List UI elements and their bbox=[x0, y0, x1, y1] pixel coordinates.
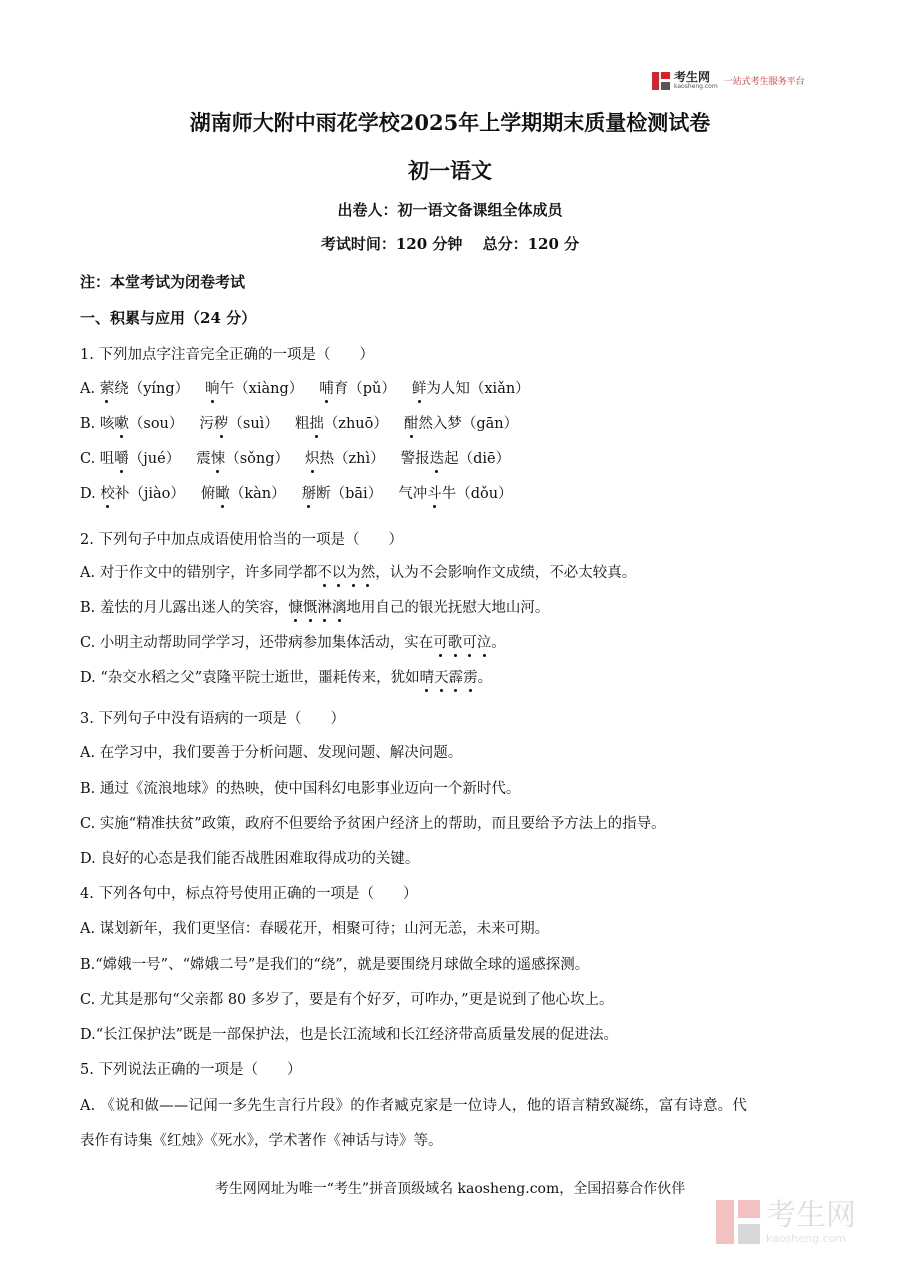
q1-option-d bbox=[80, 482, 513, 503]
pinyin-item bbox=[100, 416, 184, 432]
dotted-idiom-char: 慨 bbox=[303, 596, 318, 617]
item-post: （sou） bbox=[128, 416, 184, 432]
page-footer: 考生网网址为唯一“考生”拼音顶级域名 kaosheng.com，全国招募合作伙伴 bbox=[214, 1181, 686, 1197]
item-post: （zhuō） bbox=[323, 416, 388, 432]
pinyin-item bbox=[401, 451, 511, 467]
q4-option-a: A. 谋划新年，我们更坚信：春暖花开，相聚可待；山河无恙，未来可期。 bbox=[80, 921, 550, 937]
dotted-char: 校 bbox=[100, 482, 115, 503]
dotted-char: 炽 bbox=[305, 447, 320, 468]
dotted-idiom-char: 以 bbox=[332, 561, 347, 582]
dotted-char: 迭 bbox=[430, 447, 445, 468]
pinyin-item bbox=[305, 451, 385, 467]
q4-option-c: C. 尤其是那句“父亲都 80 多岁了，要是有个好歹，可咋办，”更是说到了他心坎上。 bbox=[80, 992, 614, 1008]
q4-option-b: B.“嫦娥一号”、“嫦娥二号”是我们的“绕”，就是要围绕月球做全球的遥感探测。 bbox=[80, 957, 590, 973]
watermark-logo-icon bbox=[716, 1200, 760, 1244]
dotted-idiom-char: 可 bbox=[462, 631, 477, 652]
q2-stem: 2. 下列句子中加点成语使用恰当的一项是（ ） bbox=[80, 532, 403, 548]
exam-author: 出卷人：初一语文备课组全体成员 bbox=[337, 201, 563, 219]
q2-option-a bbox=[80, 561, 636, 582]
option-letter: A. bbox=[80, 381, 100, 397]
item-post: 补（jiào） bbox=[114, 486, 185, 502]
q4-option-d: D.“长江保护法”既是一部保护法，也是长江流域和长江经济带高质量发展的促进法。 bbox=[80, 1027, 619, 1043]
dotted-char: 斗 bbox=[427, 482, 442, 503]
pinyin-item bbox=[201, 486, 286, 502]
pinyin-item bbox=[199, 416, 278, 432]
item-post: 为人知（xiǎn） bbox=[426, 381, 530, 397]
dotted-idiom-char: 雳 bbox=[463, 666, 478, 687]
option-text-post: 。 bbox=[491, 635, 506, 651]
option-text-post: 。 bbox=[477, 670, 493, 686]
exam-info: 考试时间：120 分钟 总分：120 分 bbox=[320, 235, 580, 253]
item-post: 绕（yíng） bbox=[114, 381, 190, 397]
dotted-char: 掰 bbox=[302, 482, 317, 503]
watermark-brand: 考生网 bbox=[766, 1197, 856, 1233]
q3-option-a: A. 在学习中，我们要善于分析问题、发现问题、解决问题。 bbox=[80, 745, 463, 761]
dotted-idiom-char: 慷 bbox=[288, 596, 303, 617]
item-pre: 俯 bbox=[200, 486, 216, 502]
dotted-char: 秽 bbox=[214, 412, 229, 433]
q2-option-c bbox=[80, 631, 506, 652]
item-pre: 震 bbox=[196, 451, 211, 467]
pinyin-item bbox=[100, 486, 185, 502]
option-text-post: 地用自己的银光抚慰大地山河。 bbox=[346, 600, 550, 616]
option-text-post: ，认为不会影响作文成绩，不必太较真。 bbox=[375, 565, 637, 581]
exam-note: 注：本堂考试为闭卷考试 bbox=[80, 273, 246, 291]
dotted-char: 晌 bbox=[205, 377, 220, 398]
watermark-domain: kaosheng.com bbox=[766, 1231, 847, 1245]
dotted-idiom-char: 泣 bbox=[477, 631, 492, 652]
item-post: 育（pǔ） bbox=[333, 381, 396, 397]
item-pre: 污 bbox=[199, 416, 214, 432]
q3-stem: 3. 下列句子中没有语病的一项是（ ） bbox=[80, 711, 345, 727]
dotted-char: 酣 bbox=[404, 412, 419, 433]
option-text-pre: B. 羞怯的月儿露出迷人的笑容， bbox=[80, 600, 289, 616]
option-text-pre: C. 小明主动帮助同学学习，还带病参加集体活动，实在 bbox=[80, 635, 434, 651]
pinyin-item bbox=[302, 486, 383, 502]
pinyin-item bbox=[205, 381, 303, 397]
header-logo bbox=[652, 71, 805, 90]
dotted-idiom-char: 为 bbox=[346, 561, 361, 582]
item-pre: 警报 bbox=[400, 451, 430, 467]
q3-option-c: C. 实施“精准扶贫”政策，政府不但要给予贫困户经济上的帮助，而且要给予方法上的指导。 bbox=[80, 816, 666, 832]
item-pre: 咳 bbox=[99, 416, 115, 432]
logo-domain: kaosheng.com bbox=[674, 83, 718, 90]
logo-brand: 考生网 bbox=[674, 70, 711, 84]
pinyin-item bbox=[319, 381, 396, 397]
q1-option-c bbox=[80, 447, 510, 468]
dotted-char: 鲜 bbox=[412, 377, 427, 398]
item-post: 牛（dǒu） bbox=[441, 486, 513, 502]
option-text-pre: D. “杂交水稻之父”袁隆平院士逝世，噩耗传来，犹如 bbox=[80, 670, 420, 686]
item-pre: 咀 bbox=[99, 451, 115, 467]
item-post: （kàn） bbox=[229, 486, 286, 502]
q5-option-a-line1: A. 《说和做——记闻一多先生言行片段》的作者臧克家是一位诗人，他的语言精致凝练，富有诗意。代 bbox=[80, 1098, 748, 1114]
pinyin-item bbox=[412, 381, 530, 397]
dotted-char: 拙 bbox=[309, 412, 324, 433]
pinyin-item bbox=[100, 381, 189, 397]
pinyin-item bbox=[404, 416, 518, 432]
watermark-text bbox=[766, 1197, 856, 1245]
q2-option-d bbox=[80, 666, 492, 687]
section-heading: 一、积累与应用（24 分） bbox=[80, 309, 257, 327]
option-letter: B. bbox=[80, 416, 100, 432]
item-post: 热（zhì） bbox=[319, 451, 385, 467]
dotted-char: 嚼 bbox=[114, 447, 129, 468]
pinyin-item bbox=[295, 416, 388, 432]
logo-slogan: 一站式考生服务平台 bbox=[723, 77, 805, 87]
item-post: （suì） bbox=[228, 416, 279, 432]
q5-option-a-line2: 表作有诗集《红烛》《死水》，学术著作《神话与诗》等。 bbox=[80, 1133, 443, 1149]
item-post: 起（diē） bbox=[444, 451, 511, 467]
q4-stem: 4. 下列各句中，标点符号使用正确的一项是（ ） bbox=[80, 886, 418, 902]
dotted-idiom-char: 晴 bbox=[420, 666, 435, 687]
dotted-idiom-char: 然 bbox=[361, 561, 376, 582]
dotted-idiom-char: 淋 bbox=[317, 596, 332, 617]
dotted-idiom-char: 歌 bbox=[448, 631, 463, 652]
dotted-char: 悚 bbox=[211, 447, 226, 468]
pinyin-item bbox=[100, 451, 180, 467]
pinyin-item bbox=[398, 486, 512, 502]
dotted-char: 瞰 bbox=[215, 482, 230, 503]
exam-subject: 初一语文 bbox=[408, 158, 492, 183]
dotted-char: 哺 bbox=[319, 377, 334, 398]
item-post: 午（xiàng） bbox=[219, 381, 304, 397]
q3-option-b: B. 通过《流浪地球》的热映，使中国科幻电影事业迈向一个新时代。 bbox=[80, 781, 521, 797]
dotted-idiom-char: 天 bbox=[434, 666, 449, 687]
item-pre: 气冲 bbox=[398, 486, 428, 502]
q2-option-b bbox=[80, 596, 549, 617]
dotted-idiom-char: 霹 bbox=[449, 666, 464, 687]
item-post: （sǒng） bbox=[225, 451, 290, 467]
dotted-idiom-char: 漓 bbox=[332, 596, 347, 617]
option-text-pre: A. 对于作文中的错别字，许多同学都 bbox=[80, 565, 318, 581]
dotted-idiom-char: 不 bbox=[317, 561, 332, 582]
q5-stem: 5. 下列说法正确的一项是（ ） bbox=[80, 1062, 302, 1078]
exam-title: 湖南师大附中雨花学校2025年上学期期末质量检测试卷 bbox=[189, 110, 711, 135]
item-pre: 粗 bbox=[294, 416, 310, 432]
dotted-char: 嗽 bbox=[114, 412, 129, 433]
q3-option-d: D. 良好的心态是我们能否战胜困难取得成功的关键。 bbox=[80, 851, 420, 867]
option-letter: D. bbox=[80, 486, 101, 502]
dotted-idiom-char: 可 bbox=[433, 631, 448, 652]
item-post: （jué） bbox=[128, 451, 181, 467]
q1-option-a bbox=[80, 377, 530, 398]
option-letter: C. bbox=[80, 451, 100, 467]
kaosheng-logo-icon bbox=[652, 72, 670, 90]
item-post: 然入梦（gān） bbox=[418, 416, 519, 432]
q1-option-b bbox=[80, 412, 518, 433]
logo-text bbox=[674, 71, 718, 90]
pinyin-item bbox=[196, 451, 289, 467]
q1-stem: 1. 下列加点字注音完全正确的一项是（ ） bbox=[80, 347, 374, 363]
dotted-char: 萦 bbox=[100, 377, 115, 398]
item-post: 断（bāi） bbox=[316, 486, 383, 502]
watermark bbox=[716, 1197, 856, 1245]
